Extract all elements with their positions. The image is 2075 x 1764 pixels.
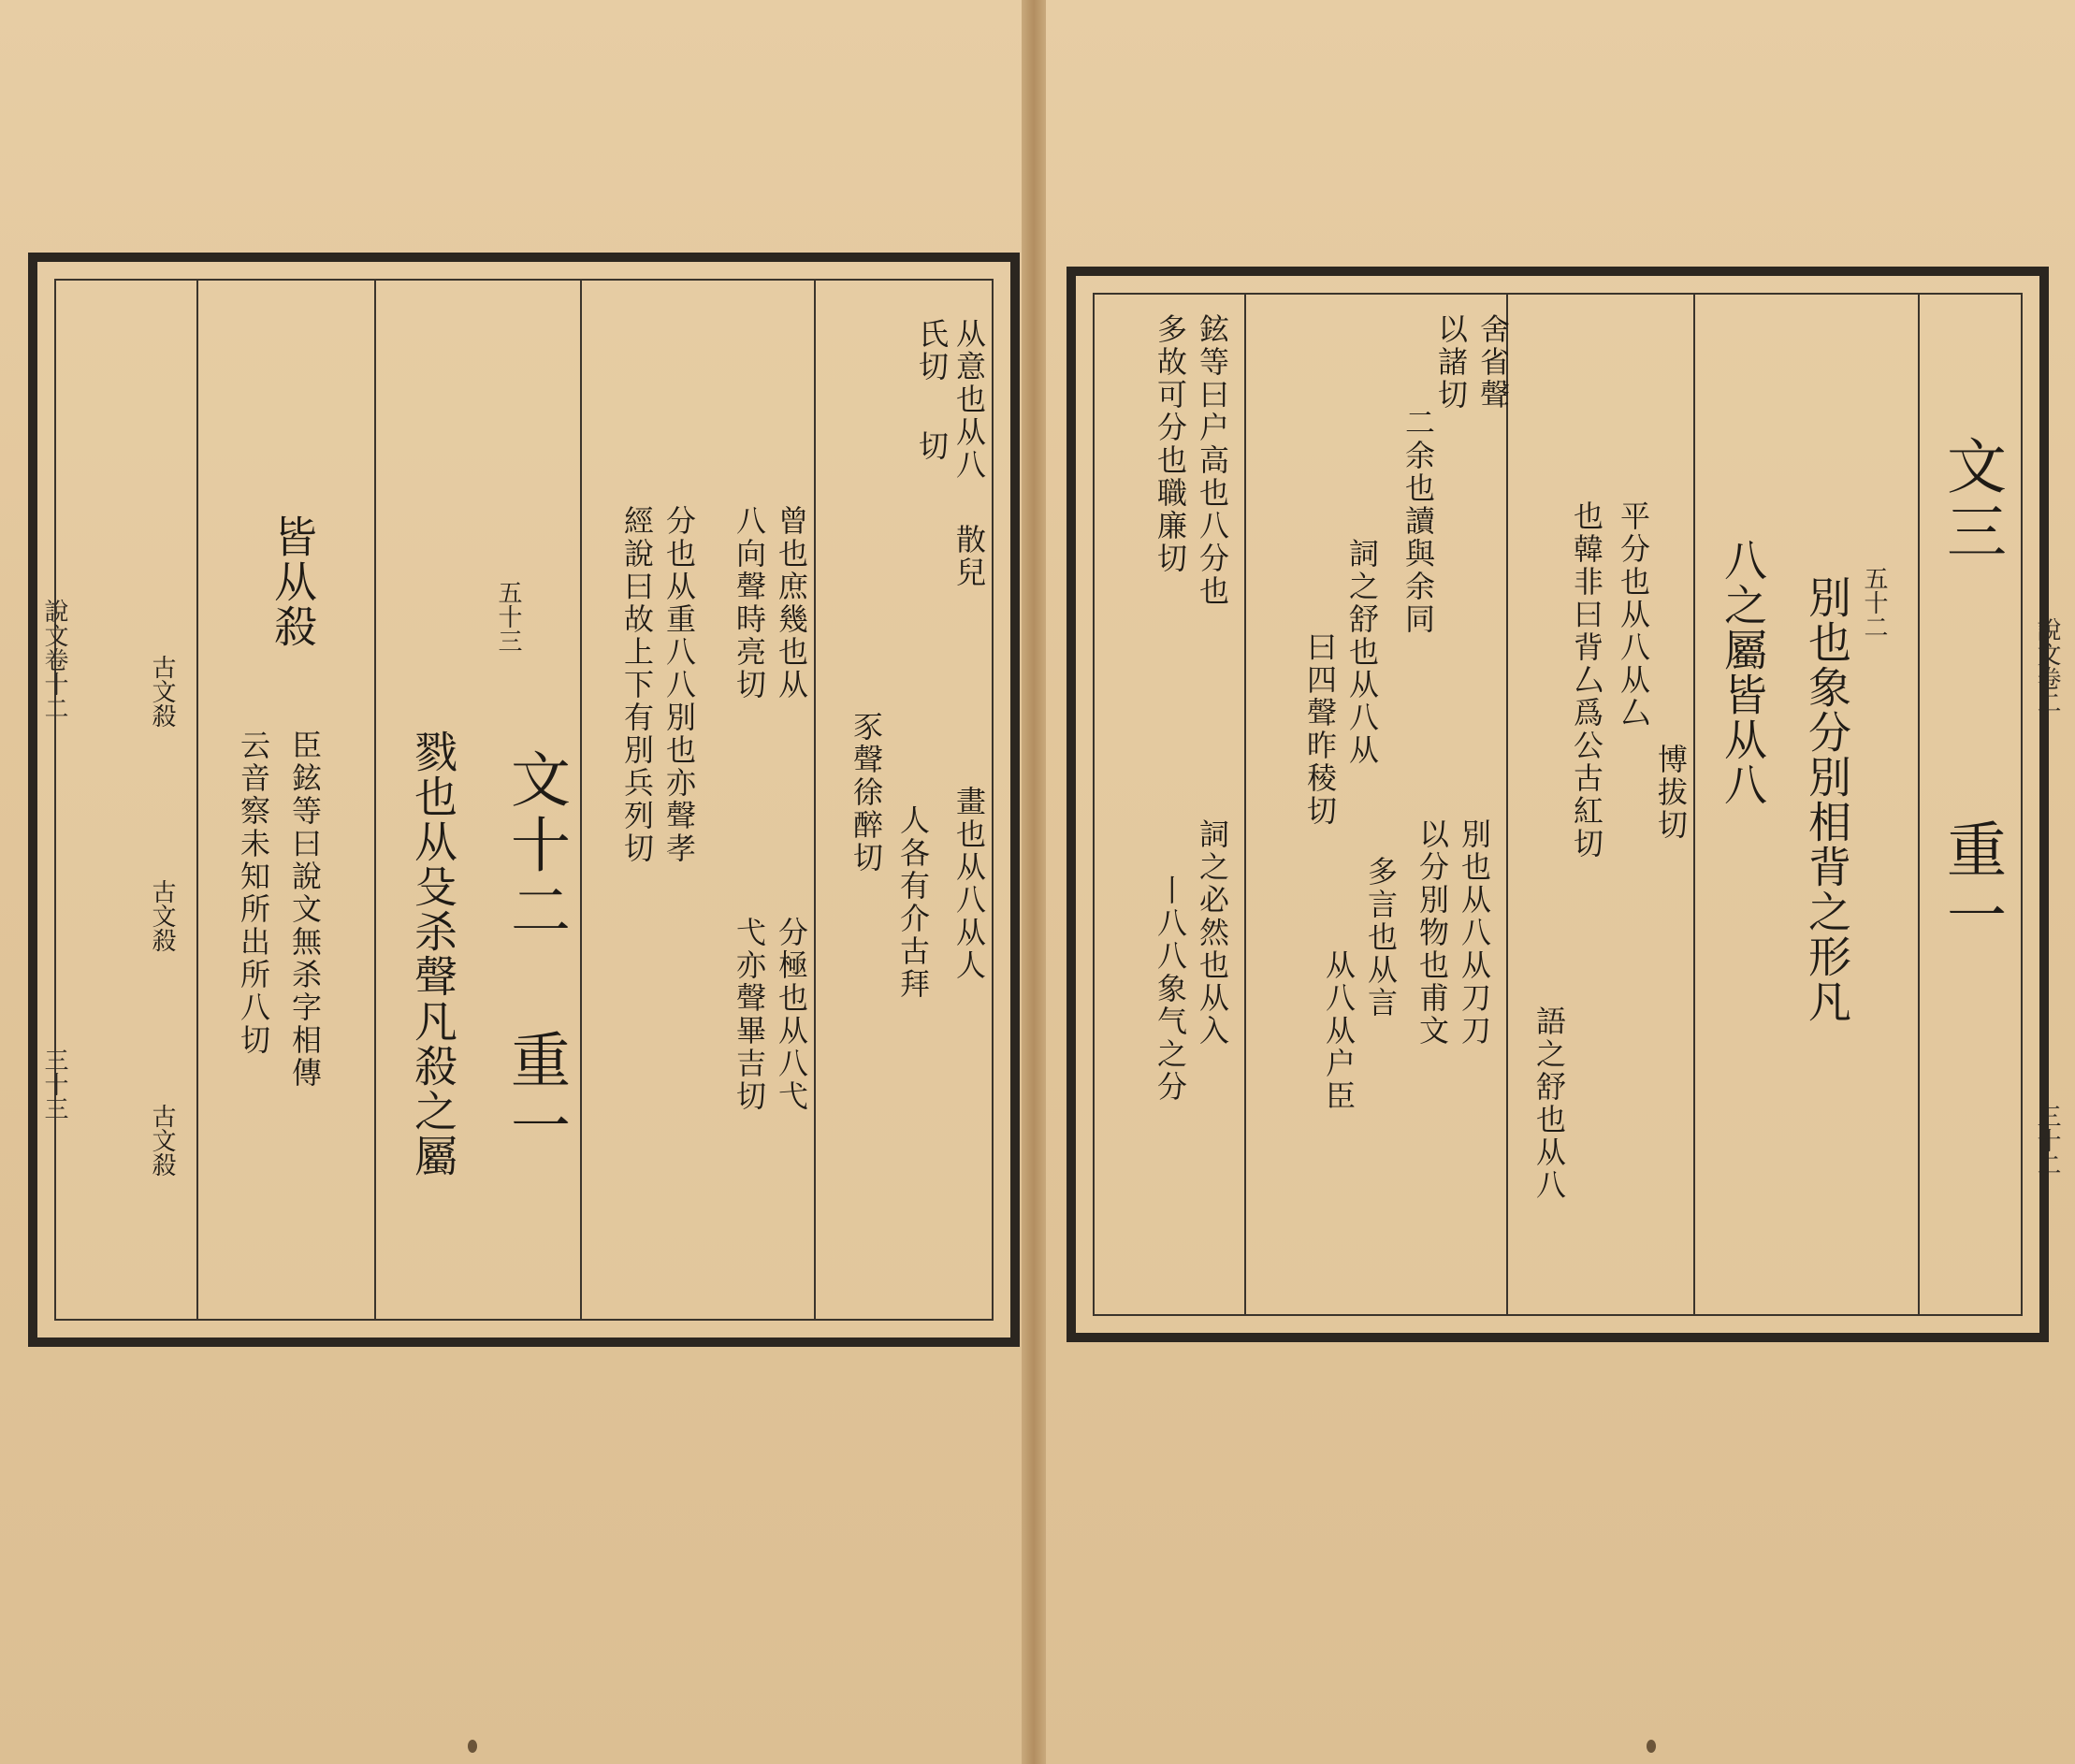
section-number: 五十二 [1860, 566, 1888, 639]
spine-title: 說文卷十二 [40, 599, 68, 720]
column-rule [1918, 295, 1920, 1314]
duplicate-count: 重一 [501, 1029, 570, 1160]
character-count: 文三 [1937, 435, 2006, 566]
definition: 戮也从殳杀聲凡殺之屬 [408, 730, 458, 1178]
annotation: 詞之必然也从入 [1195, 818, 1230, 1048]
definition: 八之屬皆从八 [1718, 538, 1768, 807]
annotation: 分極也从八弋 [774, 917, 809, 1113]
annotation: 豕聲徐醉切 [849, 711, 884, 875]
book-gutter [1022, 0, 1046, 1764]
annotation: 經說曰故上下有別兵列切 [619, 505, 655, 865]
annotation: 別也从八从刀刀 [1457, 818, 1492, 1048]
column-rule [1693, 295, 1695, 1314]
annotation: 畫也从八从人 [951, 786, 987, 982]
variant-note: 古文殺 [148, 1104, 176, 1177]
annotation: 語之舒也从八 [1531, 1005, 1567, 1202]
variant-note: 古文殺 [148, 655, 176, 728]
duplicate-count: 重一 [1937, 818, 2006, 949]
annotation: 詞之舒也从八从 [1344, 538, 1380, 767]
definition: 別也象分別相背之形凡 [1802, 575, 1852, 1024]
annotation: 舍省聲 [1475, 313, 1511, 412]
annotation: 从八从户臣 [1321, 949, 1357, 1113]
variant-note: 古文殺 [148, 879, 176, 952]
spine-title: 說文卷二 [2033, 617, 2061, 715]
column-rule [580, 281, 582, 1319]
annotation: 氏切 [914, 318, 950, 383]
column-rule [1506, 295, 1508, 1314]
annotation: 人各有介古拜 [895, 804, 931, 1001]
annotation: 以諸切 [1433, 313, 1469, 412]
annotation: 也韓非曰背厶爲公古紅切 [1569, 500, 1604, 860]
annotation: 从意也从八 [951, 318, 987, 482]
annotation: 多言也从言 [1363, 856, 1399, 1019]
annotation: 八向聲時亮切 [732, 505, 767, 701]
column-rule [814, 281, 816, 1319]
commentary: 云音察未知所出所八切 [236, 730, 271, 1057]
annotation: 以分別物也甫文 [1415, 818, 1450, 1048]
annotation: 博拔切 [1653, 744, 1689, 842]
annotation: 二余也讀與余同 [1400, 407, 1436, 636]
commentary: 臣鉉等曰說文無杀字相傳 [287, 730, 323, 1090]
left-page-text-area [54, 279, 994, 1321]
annotation: 平分也从八从厶 [1616, 500, 1651, 730]
column-rule [1244, 295, 1246, 1314]
column-rule [196, 281, 198, 1319]
annotation: 弋亦聲畢吉切 [732, 917, 767, 1113]
definition: 皆从殺 [268, 514, 318, 649]
spine-page-number: 三十二 [2033, 1104, 2061, 1177]
commentary: 鉉等曰户高也八分也 [1195, 313, 1230, 608]
annotation: 分也从重八八別也亦聲孝 [661, 505, 697, 865]
binding-hole [468, 1740, 477, 1753]
annotation: 丨八八象气之分 [1153, 875, 1188, 1104]
left-page-frame [28, 253, 1020, 1347]
right-page-frame [1067, 267, 2049, 1342]
annotation: 切 [914, 430, 950, 463]
character-count: 文十二 [501, 748, 570, 945]
right-page-text-area [1093, 293, 2023, 1316]
column-rule [374, 281, 376, 1319]
section-number: 五十三 [494, 580, 522, 653]
commentary: 多故可分也職廉切 [1153, 313, 1188, 575]
annotation: 散兒 [951, 524, 987, 589]
binding-hole [1647, 1740, 1656, 1753]
spine-page-number: 三十三 [40, 1048, 68, 1121]
annotation: 曾也庶幾也从 [774, 505, 809, 701]
annotation: 曰四聲昨稜切 [1302, 631, 1338, 828]
